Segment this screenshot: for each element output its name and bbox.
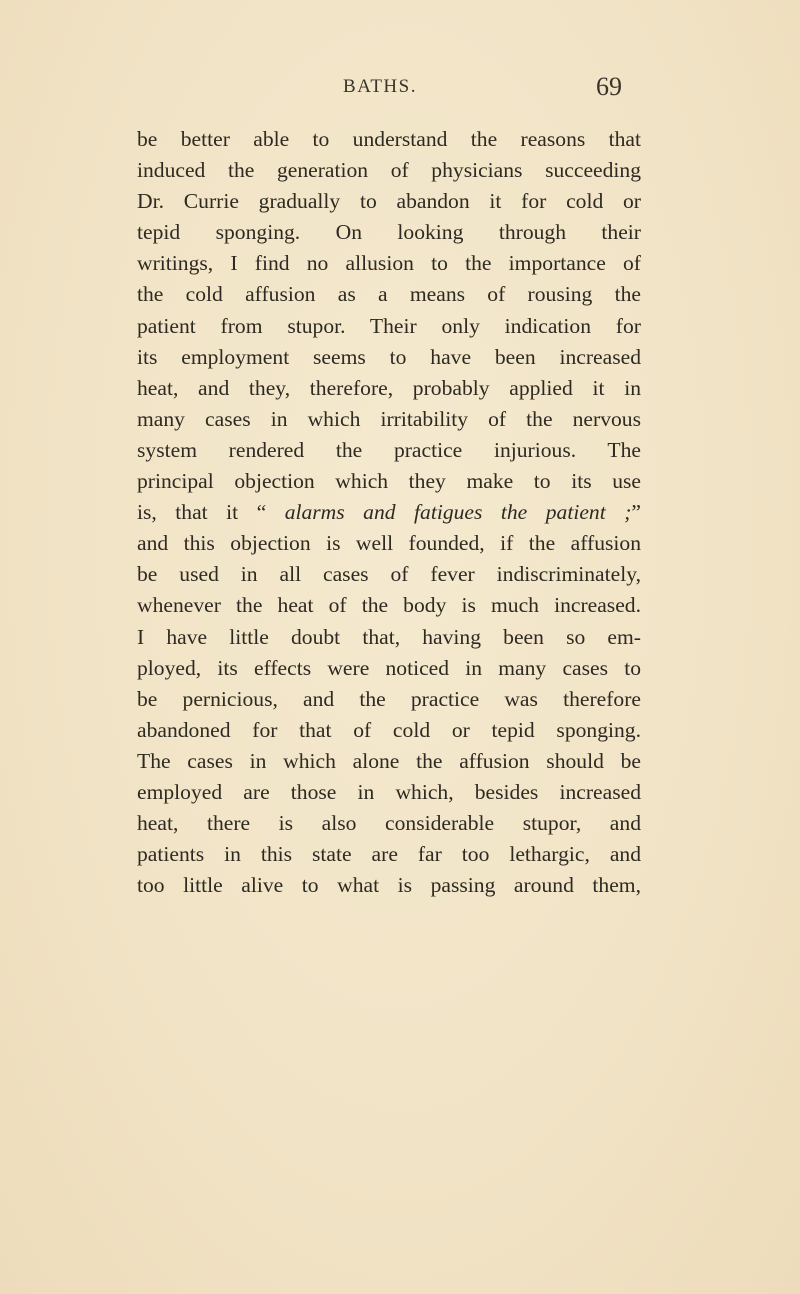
text-line: induced the generation of physicians succeeding (137, 158, 641, 183)
text-line: tepid sponging. On looking through their (137, 220, 641, 245)
text-line: the cold affusion as a means of rousing the (137, 282, 641, 307)
text-line: I have little doubt that, having been so em- (137, 624, 641, 649)
text-line: heat, and they, therefore, probably applied it in (137, 375, 641, 400)
body-text (137, 124, 641, 901)
text-line-quoted (137, 497, 641, 528)
text-line: patient from stupor. Their only indication for (137, 313, 641, 338)
text-line: be pernicious, and the practice was therefore (137, 686, 641, 711)
quote-italic: alarms and fatigues the patient ; (284, 500, 632, 525)
text-line: patients in this state are far too lethargic, and (137, 842, 641, 867)
text-line: heat, there is also considerable stupor, and (137, 811, 641, 836)
page-number: 69 (596, 72, 622, 101)
text-line: and this objection is well founded, if the affusion (137, 531, 641, 556)
text-line: too little alive to what is passing around them, (137, 873, 641, 898)
text-line: abandoned for that of cold or tepid sponging. (137, 717, 641, 742)
text-line: system rendered the practice injurious. The (137, 437, 641, 462)
text-line: writings, I find no allusion to the importance of (137, 251, 641, 276)
text-line: many cases in which irritability of the nervous (137, 406, 641, 431)
text-line: Dr. Currie gradually to abandon it for cold or (137, 189, 641, 214)
text-line: be better able to understand the reasons that (137, 127, 641, 151)
text-line: principal objection which they make to its use (137, 469, 641, 494)
text-line: be used in all cases of fever indiscriminately, (137, 562, 641, 587)
text-line: ployed, its effects were noticed in many cases to (137, 655, 641, 680)
quote-after: ” (631, 500, 641, 525)
text-line: employed are those in which, besides increased (137, 779, 641, 804)
text-line: The cases in which alone the affusion should be (137, 748, 641, 773)
running-title: BATHS. (343, 76, 417, 97)
quote-before: is, that it “ (137, 500, 285, 525)
text-line: its employment seems to have been increased (137, 344, 641, 369)
text-line: whenever the heat of the body is much increased. (137, 593, 641, 618)
running-head (0, 72, 800, 108)
